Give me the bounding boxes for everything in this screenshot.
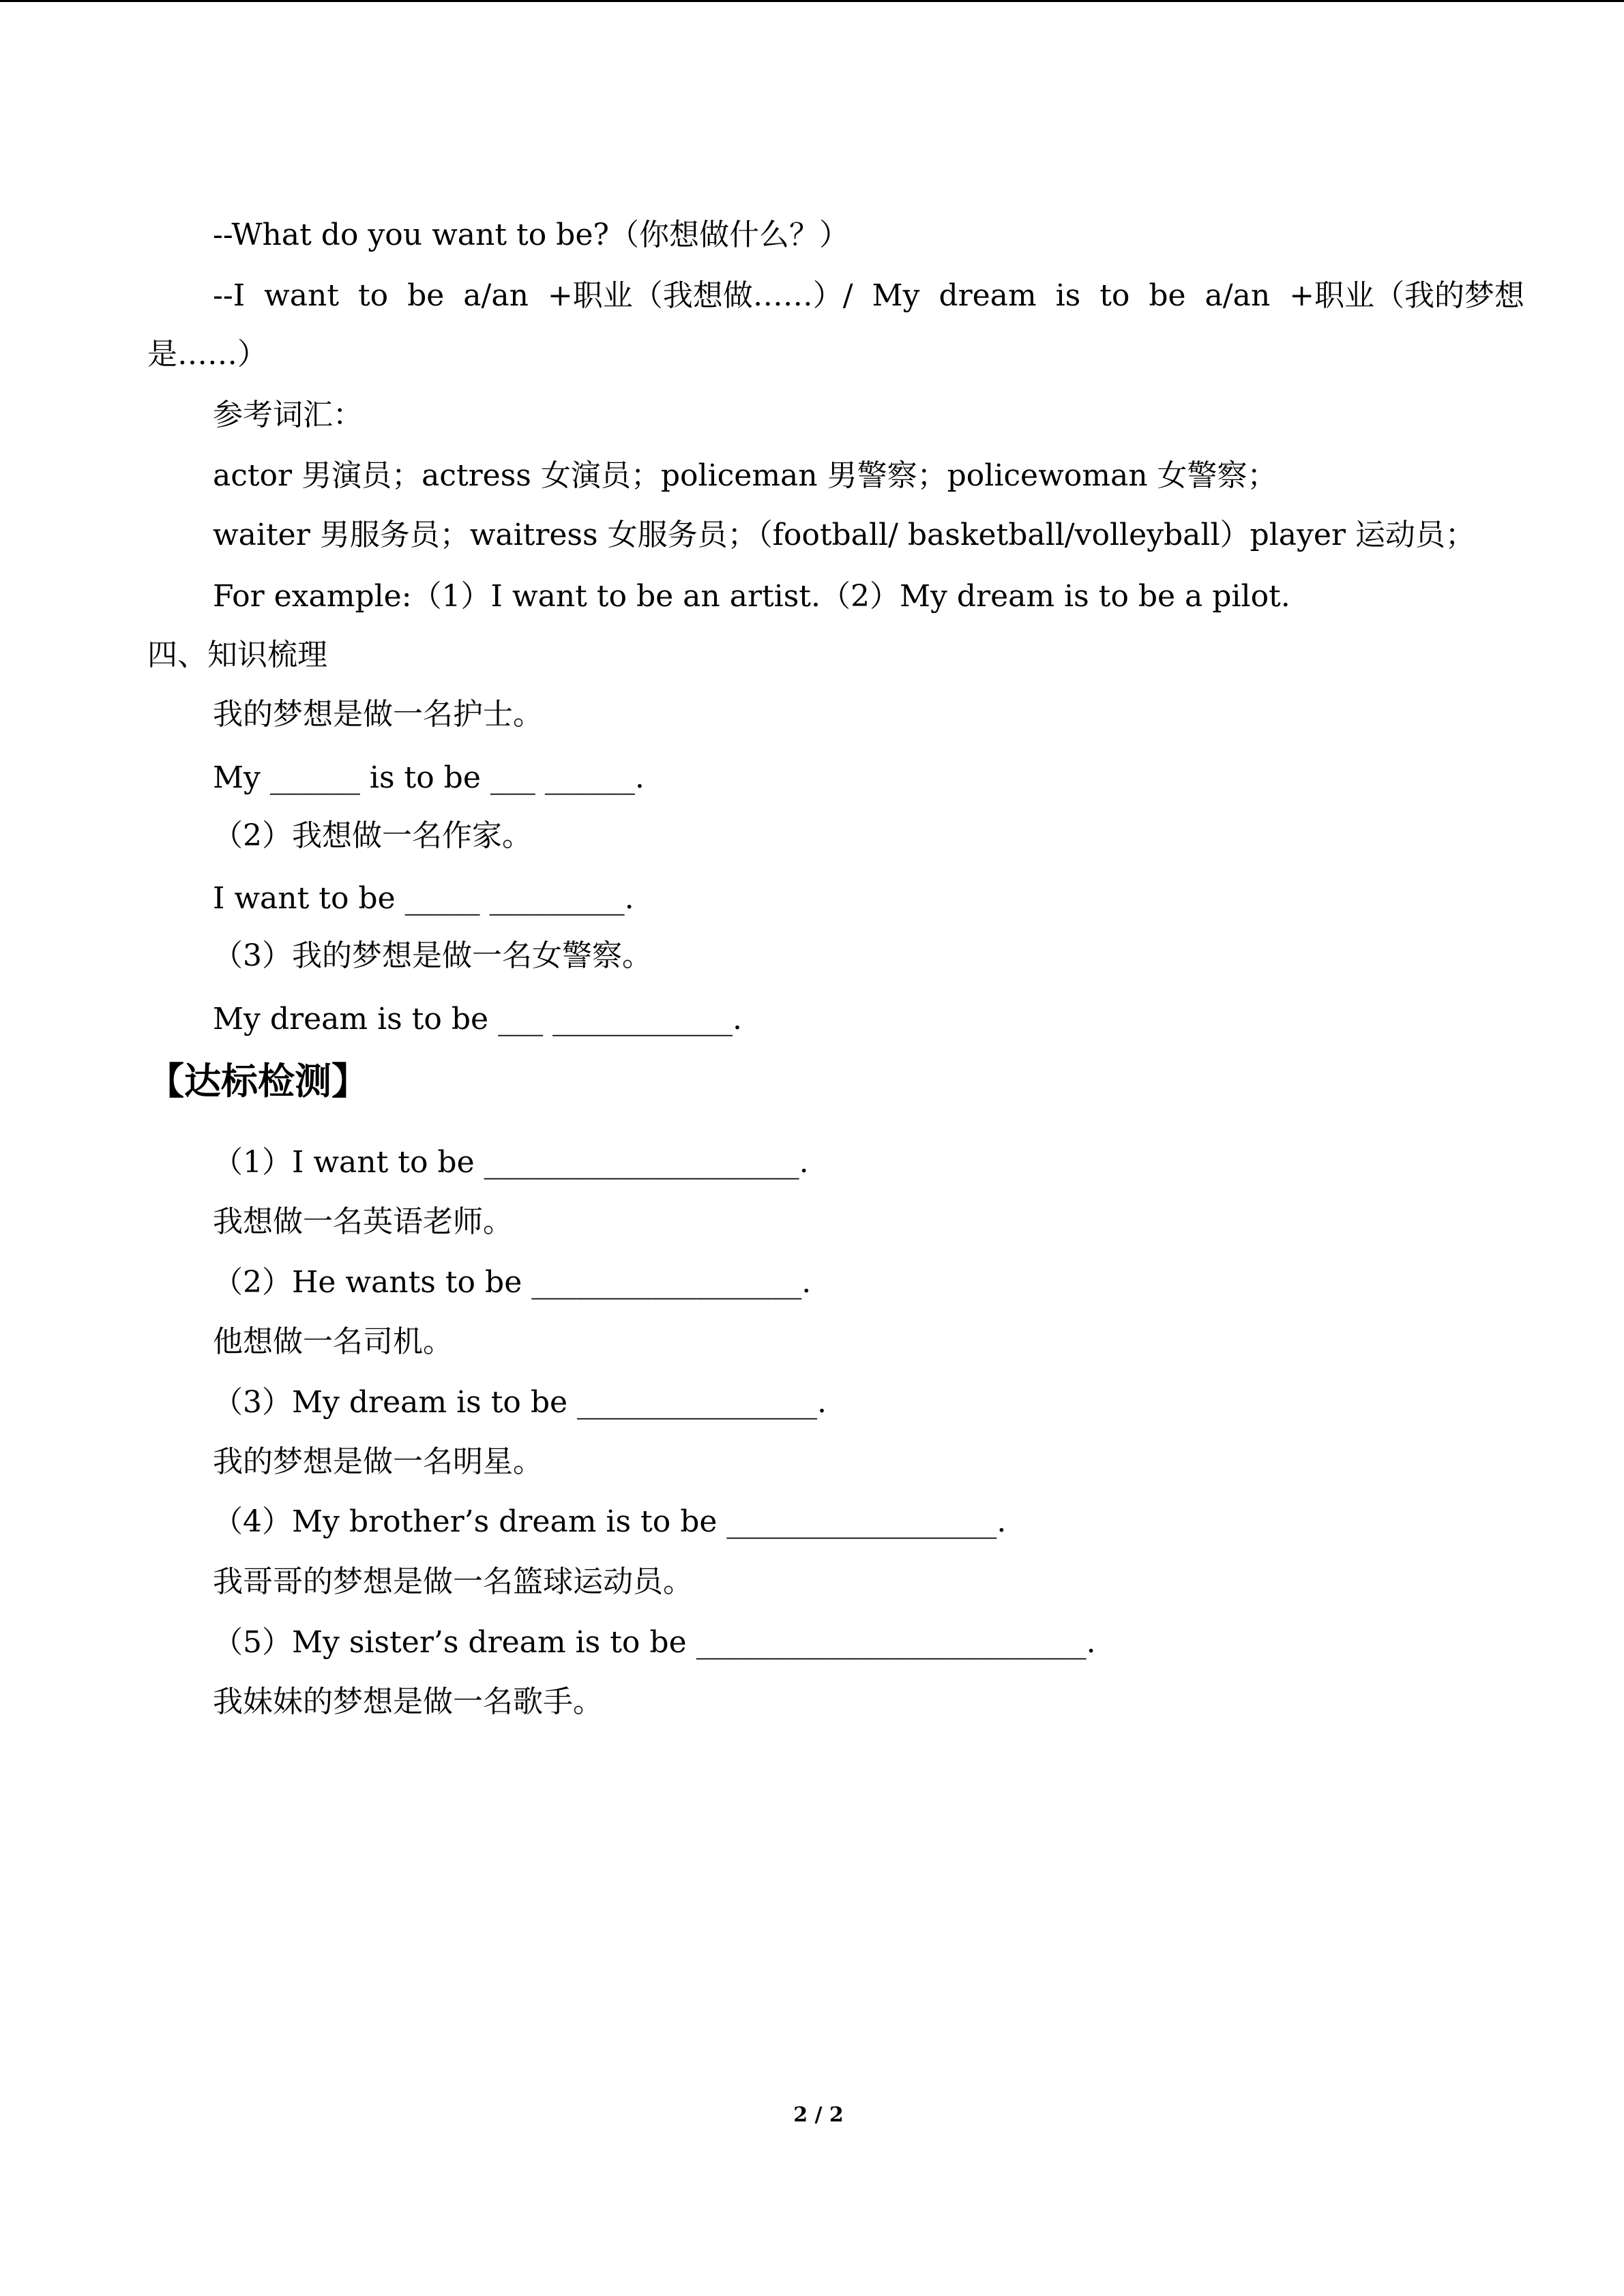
- test-item4-en: （4）My brother’s dream is to be __________________.: [213, 1504, 1007, 1539]
- page-top-border: [0, 0, 1624, 2]
- section4-item1-en: My ______ is to be ___ ______.: [213, 760, 645, 795]
- vocab-example: For example:（1）I want to be an artist.（2）My dream is to be a pilot.: [213, 579, 1290, 614]
- test-item4-zh: 我哥哥的梦想是做一名篮球运动员。: [213, 1564, 693, 1599]
- test-item1-zh: 我想做一名英语老师。: [213, 1204, 513, 1239]
- section4-item1-zh: 我的梦想是做一名护士。: [213, 697, 543, 732]
- dialogue-answer-line2: 是……）: [147, 337, 267, 372]
- test-item2-en: （2）He wants to be __________________.: [213, 1265, 812, 1300]
- vocab-line2: waiter 男服务员；waitress 女服务员；（football/ basketball/volleyball）player 运动员；: [213, 518, 1475, 552]
- section4-item2-en: I want to be _____ _________.: [213, 881, 634, 916]
- test-item3-zh: 我的梦想是做一名明星。: [213, 1444, 543, 1479]
- test-heading: 【达标检测】: [147, 1059, 368, 1103]
- dialogue-answer-line1: --I want to be a/an +职业（我想做……）/ My dream is to be a/an +职业（我的梦想: [213, 278, 1525, 313]
- page-number: 2 / 2: [793, 2103, 844, 2127]
- section4-item3-zh: （3）我的梦想是做一名女警察。: [213, 938, 652, 973]
- test-item1-en: （1）I want to be _____________________.: [213, 1145, 809, 1180]
- test-item2-zh: 他想做一名司机。: [213, 1324, 453, 1359]
- test-item3-en: （3）My dream is to be ________________.: [213, 1385, 827, 1420]
- section4-item3-en: My dream is to be ___ ____________.: [213, 1002, 743, 1037]
- vocab-label: 参考词汇：: [213, 398, 363, 432]
- section4-title: 四、知识梳理: [147, 638, 327, 672]
- test-item5-en: （5）My sister’s dream is to be __________________________.: [213, 1625, 1096, 1660]
- test-item5-zh: 我妹妹的梦想是做一名歌手。: [213, 1684, 603, 1719]
- vocab-line1: actor 男演员；actress 女演员；policeman 男警察；policewoman 女警察；: [213, 458, 1278, 493]
- section4-item2-zh: （2）我想做一名作家。: [213, 818, 532, 853]
- dialogue-question: --What do you want to be?（你想做什么？）: [213, 218, 849, 252]
